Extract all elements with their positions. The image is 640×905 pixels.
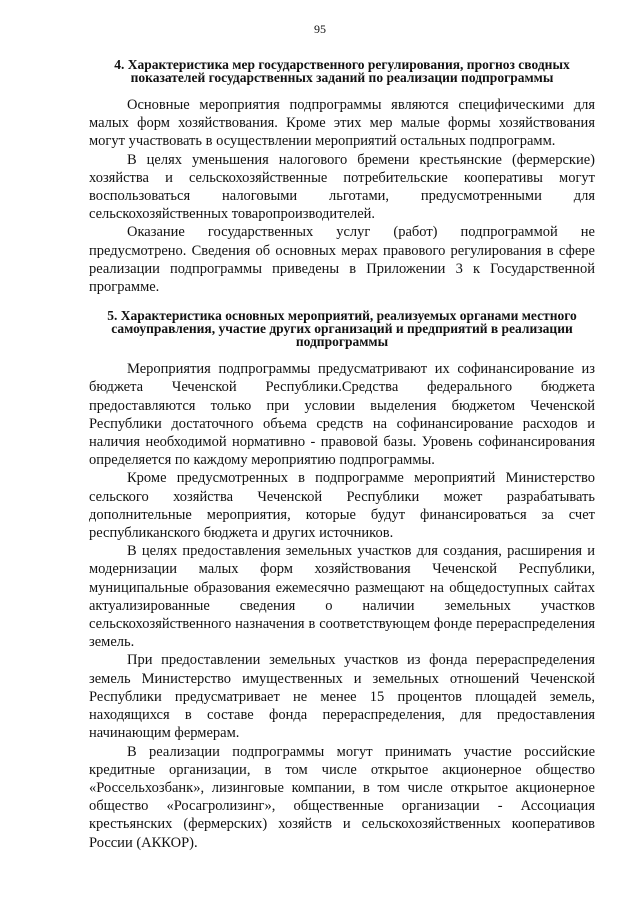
section-5 [89, 309, 595, 851]
paragraph: В целях уменьшения налогового бремени крестьянские (фермерские) хозяйства и сельскохозяйственные потребительские кооперативы могут воспользоваться налоговыми льготами, предусмотренными для сельскохозяйственных товаропроизводителей. [89, 151, 595, 223]
paragraph: В целях предоставления земельных участков для создания, расширения и модернизации малых форм хозяйствования Чеченской Республики, муниципальные образования ежемесячно размещают на общедоступных сайтах актуализированные сведения о наличии земельных участков сельскохозяйственного назначения в соответствующем фонде перераспределения земель. [89, 543, 595, 651]
page-content [89, 58, 595, 852]
paragraph: Оказание государственных услуг (работ) подпрограммой не предусмотрено. Сведения об основных мерах правового регулирования в сфере реализации подпрограммы приведены в Приложении 3 к Государственной программе. [89, 224, 595, 296]
section-heading: 5. Характеристика основных мероприятий, реализуемых органами местного самоуправления, участие других организаций и предприятий в реализации подпрограммы [107, 308, 577, 350]
section-heading: 4. Характеристика мер государственного регулирования, прогноз сводных показателей государственных заданий по реализации подпрограммы [114, 57, 570, 85]
paragraph: При предоставлении земельных участков из фонда перераспределения земель Министерство имущественных и земельных отношений Чеченской Республики предусматривает не менее 15 процентов площадей земель, находящихся в составе фонда перераспределения, для предоставления начинающим фермерам. [89, 652, 595, 742]
section-4 [89, 58, 595, 296]
paragraph: В реализации подпрограммы могут принимать участие российские кредитные организации, в том числе открытое акционерное общество «Россельхозбанк», лизинговые компании, в том числе открытое акционерное общество «Росагролизинг», общественные организации - Ассоциация крестьянских (фермерских) хозяйств и сельскохозяйственных кооперативов России (АККОР). [89, 743, 595, 851]
page-number: 95 [314, 22, 326, 36]
paragraph: Кроме предусмотренных в подпрограмме мероприятий Министерство сельского хозяйства Чеченской Республики может разрабатывать дополнительные мероприятия, которые будут финансироваться за счет республиканского бюджета и других источников. [89, 470, 595, 542]
paragraph: Мероприятия подпрограммы предусматривают их софинансирование из бюджета Чеченской Республики.Средства федерального бюджета предоставляются только при условии выделения бюджетом Чеченской Республики достаточного объема средств на софинансирование расходов и наличия необходимой нормативно - правовой базы. Уровень софинансирования определяется по каждому мероприятию подпрограммы. [89, 361, 595, 469]
paragraph: Основные мероприятия подпрограммы являются специфическими для малых форм хозяйствования. Кроме этих мер малые формы хозяйствования могут участвовать в осуществлении мероприятий остальных подпрограмм. [89, 97, 595, 150]
